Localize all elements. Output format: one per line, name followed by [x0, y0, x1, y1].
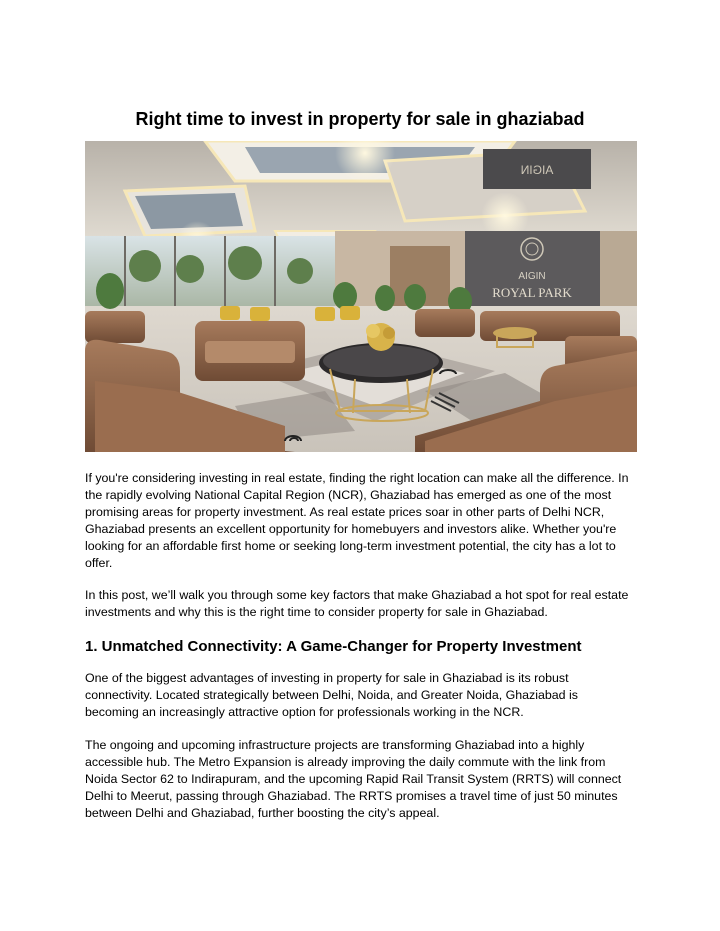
sign-brand-small: AIGIN	[518, 271, 546, 282]
intro-paragraph: If you're considering investing in real estate, finding the right location can make all the difference. In the rapidly evolving National Capital Region (NCR), Ghaziabad has emerged as one of the most promising areas for property investment. As real estate prices soar in other parts of Delhi NCR, Ghaziabad presents an excellent opportunity for homebuyers and investors alike. Whether you're looking for an affordable first home or seeking long-term investment potential, the city has a lot to offer.	[85, 471, 629, 570]
page-title: Right time to invest in property for sale in ghaziabad	[135, 109, 585, 129]
mirror-sign-text: AIGIN	[520, 163, 554, 177]
lobby-hero-image	[85, 141, 637, 452]
connectivity-paragraph-2: The ongoing and upcoming infrastructure projects are transforming Ghaziabad into a highly accessible hub. The Metro Expansion is already improving the daily commute with the link from Noida Sector 62 to Indirapuram, and the upcoming Rapid Rail Transit System (RRTS) will connect Delhi to Meerut, passing through Ghaziabad. The RRTS promises a travel time of just 50 minutes between Delhi and Ghaziabad, further boosting the city’s appeal.	[85, 738, 622, 820]
section-heading-connectivity: 1. Unmatched Connectivity: A Game-Changer for Property Investment	[85, 638, 582, 655]
overview-paragraph: In this post, we’ll walk you through some key factors that make Ghaziabad a hot spot for real estate investments and why this is the right time to consider property for sale in Ghaziabad.	[85, 588, 629, 619]
sign-brand-name: ROYAL PARK	[492, 285, 572, 300]
connectivity-paragraph-1: One of the biggest advantages of investing in property for sale in Ghaziabad is its robust connectivity. Located strategically between Delhi, Noida, and Greater Noida, Ghaziabad is becoming an increasingly attractive option for professionals working in the NCR.	[85, 671, 578, 719]
